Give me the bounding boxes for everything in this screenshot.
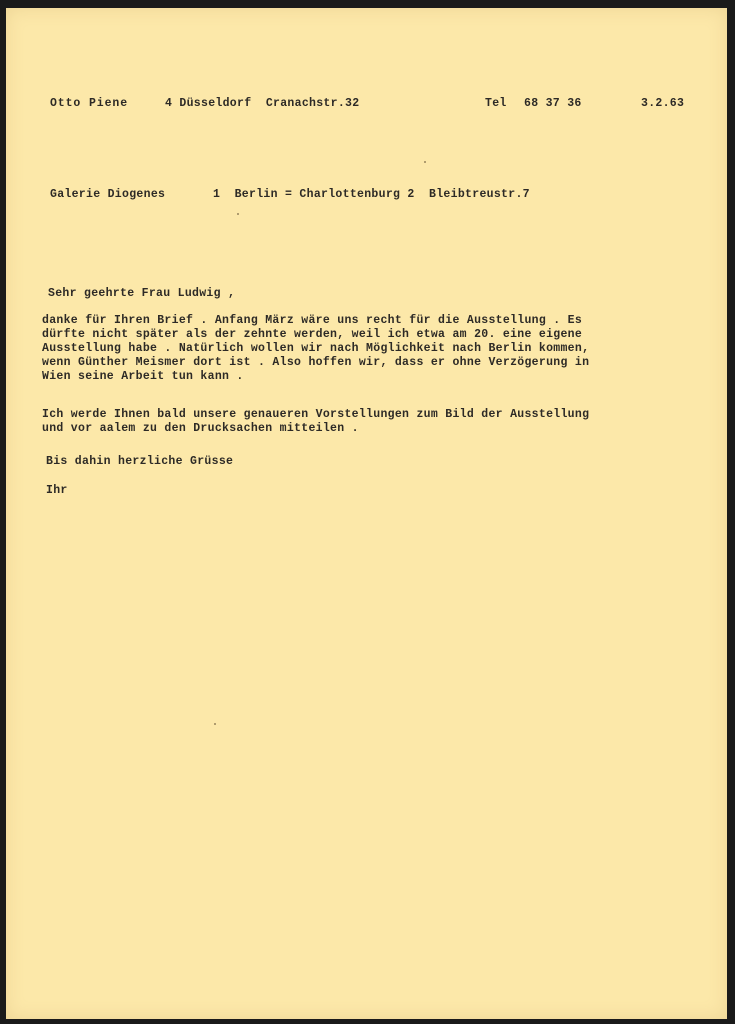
signoff: Ihr (46, 484, 68, 497)
body-line: danke für Ihren Brief . Anfang März wäre uns recht für die Ausstellung . Es (42, 314, 583, 327)
paper-speck (424, 161, 426, 163)
paper-speck (214, 723, 216, 725)
phone-number: 68 37 36 (524, 97, 582, 110)
body-line: Ich werde Ihnen bald unsere genaueren Vorstellungen zum Bild der Ausstellung (42, 408, 590, 421)
body-line: und vor aalem zu den Drucksachen mitteilen . (42, 422, 359, 435)
phone-label: Tel (485, 97, 507, 110)
letter-page (6, 8, 727, 1019)
closing: Bis dahin herzliche Grüsse (46, 455, 234, 468)
body-line: dürfte nicht später als der zehnte werden, weil ich etwa am 20. eine eigene (42, 328, 583, 341)
body-paragraph (42, 408, 707, 436)
sender-address: 4 Düsseldorf Cranachstr.32 (165, 97, 360, 110)
body-line: Wien seine Arbeit tun kann . (42, 370, 244, 383)
recipient-address: 1 Berlin = Charlottenburg 2 Bleibtreustr.7 (213, 188, 530, 201)
recipient-name: Galerie Diogenes (50, 188, 166, 201)
body-line: wenn Günther Meismer dort ist . Also hoffen wir, dass er ohne Verzögerung in (42, 356, 590, 369)
body-paragraph (42, 314, 707, 384)
letter-date: 3.2.63 (641, 97, 685, 110)
sender-name: Otto Piene (50, 97, 129, 110)
salutation: Sehr geehrte Frau Ludwig , (48, 287, 236, 300)
paper-speck (237, 213, 239, 215)
body-line: Ausstellung habe . Natürlich wollen wir nach Möglichkeit nach Berlin kommen, (42, 342, 590, 355)
